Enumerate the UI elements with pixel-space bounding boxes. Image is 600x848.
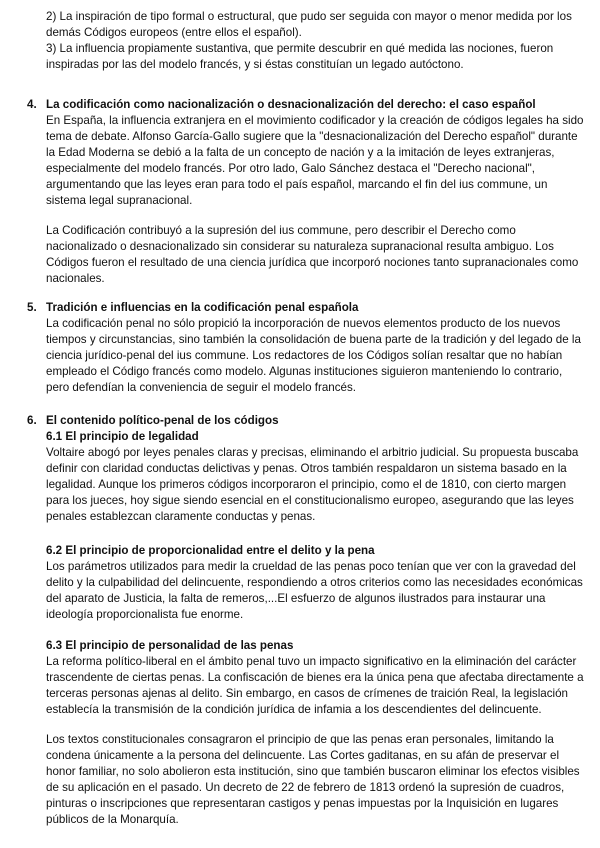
- section-5-number: 5.: [27, 301, 37, 314]
- subsection-6-2-title: 6.2 El principio de proporcionalidad entre el delito y la pena: [46, 544, 375, 557]
- section-4-heading: [0, 97, 600, 113]
- section-5-heading: [0, 300, 600, 316]
- subsection-6-3-title: 6.3 El principio de personalidad de las penas: [46, 639, 294, 652]
- section-6-number: 6.: [27, 414, 37, 427]
- section-4: [0, 97, 600, 287]
- section-4-paragraph-2: La Codificación contribuyó a la supresión del ius commune, pero describir el Derecho como nacionalizado o desnacionalizado sin considerar su naturaleza supranacional resulta ambiguo. Los Códigos fueron el resultado de una ciencia jurídica que incorporó nociones tanto supranacionales como nacionales.: [46, 224, 579, 285]
- subsection-6-3-paragraph-1: La reforma político-liberal en el ámbito penal tuvo un impacto significativo en la eliminación del carácter trascendente de ciertas penas. La confiscación de bienes era la única pena que afectaba directamente a terceras personas ajenas al delito. Sin embargo, en casos de crímenes de traición Real, la legislación establecía la transmisión de la condición jurídica de infamia a los descendientes del delincuente.: [46, 655, 584, 716]
- section-4-paragraph-1: En España, la influencia extranjera en el movimiento codificador y la creación de códigos legales ha sido tema de debate. Alfonso García-Gallo sugiere que la "desnacionalización del Derecho español" durante la Edad Moderna se debió a la falta de un concepto de nación y a la imitación de leyes extranjeras, especialmente del modelo francés. Por otro lado, Galo Sánchez destaca el "Derecho nacional", argumentando que las leyes eran para todo el país español, marcando el fin del ius commune, un sistema legal supranacional.: [46, 114, 584, 207]
- intro-item-2: 2) La inspiración de tipo formal o estructural, que pudo ser seguida con mayor o menor medida por los demás Códigos europeos (entre ellos el español).: [46, 10, 572, 39]
- subsection-6-2-paragraph: Los parámetros utilizados para medir la crueldad de las penas poco tenían que ver con la gravedad del delito y la culpabilidad del delincuente, respondiendo a otros criterios como las necesidades económicas del aparato de Justicia, la falta de remeros,...El esfuerzo de algunos ilustrados para instaurar una ideología proporcionalista fue enorme.: [46, 560, 583, 621]
- subsection-6-3-paragraph-2: Los textos constitucionales consagraron el principio de que las penas eran personales, limitando la condena únicamente a la persona del delincuente. Las Cortes gaditanas, en su afán de preservar el honor familiar, no solo abolieron esta institución, sino que también buscaron eliminar los efectos visibles de su aplicación en el pasado. Un decreto de 22 de febrero de 1813 ordenó la supresión de cuadros, pinturas o inscripciones que representaran castigos y penas impuestas por la Inquisición en lugares públicos de la Monarquía.: [46, 733, 580, 826]
- subsection-6-1-paragraph: Voltaire abogó por leyes penales claras y precisas, eliminando el arbitrio judicial. Su propuesta buscaba definir con claridad conductas delictivas y penas. Otros también respaldaron un sistema basado en la legalidad. Aunque los primeros códigos incorporaron el principio, como el de 1810, con cierto margen para los jueces, hoy sigue siendo esencial en el constitucionalismo europeo, asegurando que las leyes penales establezcan claramente conductas y penas.: [46, 446, 579, 523]
- section-4-number: 4.: [27, 98, 37, 111]
- intro-item-3: 3) La influencia propiamente sustantiva, que permite descubrir en qué medida las nociones, fueron inspiradas por las del modelo francés, y si éstas constituían un legado autóctono.: [46, 42, 554, 71]
- section-6: [0, 413, 600, 525]
- section-5: [0, 300, 600, 396]
- section-6-title: El contenido político-penal de los códigos: [46, 414, 279, 427]
- section-5-title: Tradición e influencias en la codificación penal española: [46, 301, 359, 314]
- subsection-6-2: [0, 543, 600, 623]
- section-4-title: La codificación como nacionalización o desnacionalización del derecho: el caso español: [46, 98, 536, 111]
- intro-list: [0, 9, 600, 73]
- subsection-6-3: [0, 638, 600, 828]
- section-6-heading: [0, 413, 600, 429]
- section-5-paragraph: La codificación penal no sólo propició la incorporación de nuevos elementos producto de los nuevos tiempos y circunstancias, sino también la consolidación de buena parte de la tradición y del legado de la ciencia jurídico-penal del ius commune. Los redactores de los Códigos solían resaltar que no habían empleado el Código francés como modelo. Algunas instituciones siguieron manteniendo lo contrario, pero defendían la conveniencia de seguir el modelo francés.: [46, 317, 581, 394]
- subsection-6-1-title: 6.1 El principio de legalidad: [46, 430, 199, 443]
